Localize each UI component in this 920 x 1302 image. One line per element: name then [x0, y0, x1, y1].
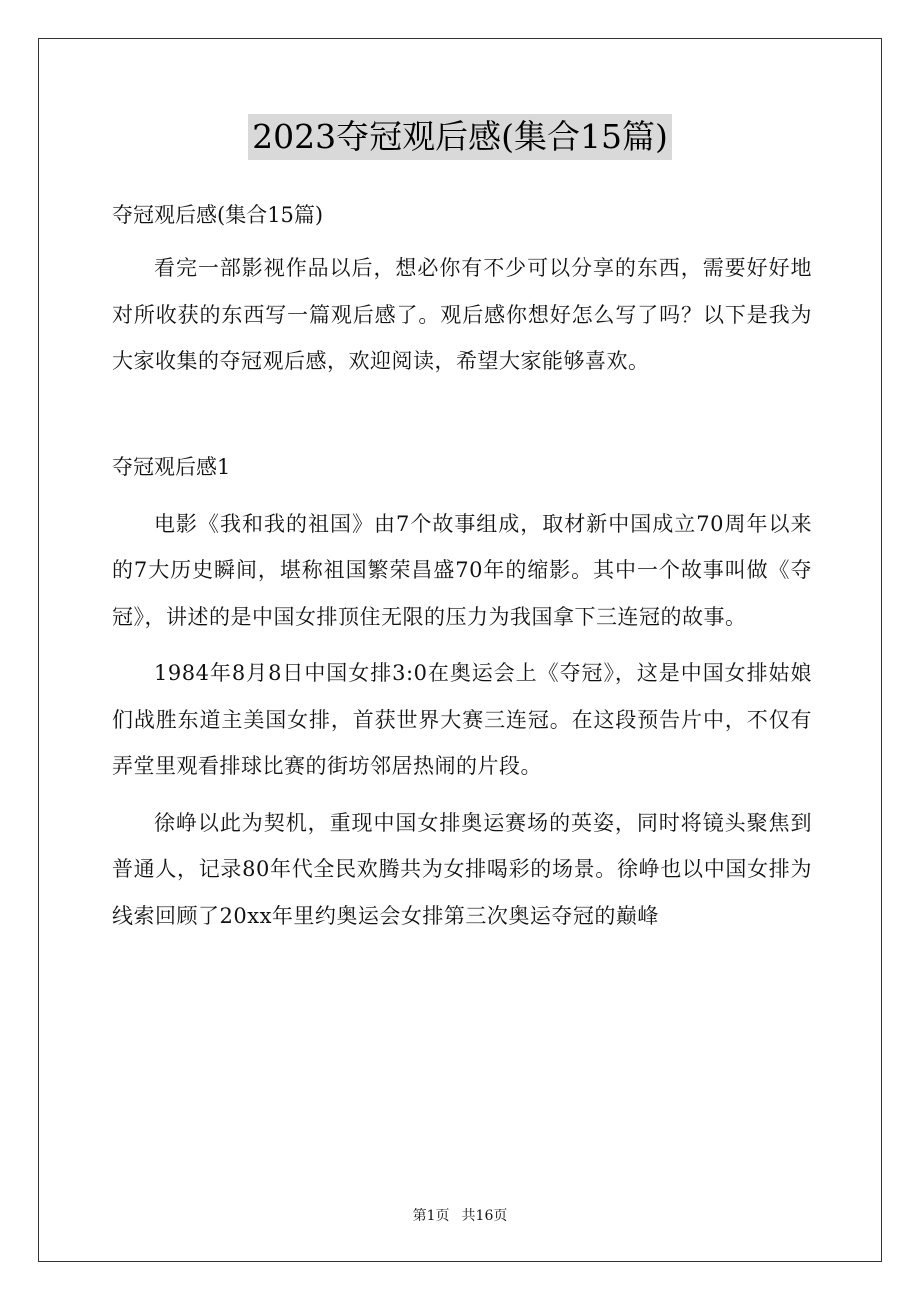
body-paragraph: 1984年8月8日中国女排3:0在奥运会上《夺冠》，这是中国女排姑娘们战胜东道主美国女排，首获世界大赛三连冠。在这段预告片中，不仅有弄堂里观看排球比赛的街坊邻居热闹的片段。 [112, 661, 812, 778]
document-subtitle: 夺冠观后感(集合15篇) [112, 203, 324, 227]
section-heading: 夺冠观后感1 [112, 454, 231, 479]
page-footer [0, 1206, 920, 1226]
intro-paragraph: 看完一部影视作品以后，想必你有不少可以分享的东西，需要好好地对所收获的东西写一篇观后感了。观后感你想好怎么写了吗？以下是我为大家收集的夺冠观后感，欢迎阅读，希望大家能够喜欢。 [112, 256, 812, 373]
document-title: 2023夺冠观后感(集合15篇) [248, 114, 672, 160]
body-paragraph: 电影《我和我的祖国》由7个故事组成，取材新中国成立70周年以来的7大历史瞬间，堪称祖国繁荣昌盛70年的缩影。其中一个故事叫做《夺冠》，讲述的是中国女排顶住无限的压力为我国拿下三连冠的故事。 [112, 511, 812, 629]
page-total: 共16页 [461, 1208, 508, 1224]
title-wrap [0, 114, 920, 160]
document-body [112, 195, 812, 949]
page-number: 第1页 [412, 1208, 450, 1224]
body-paragraph: 徐峥以此为契机，重现中国女排奥运赛场的英姿，同时将镜头聚焦到普通人，记录80年代全民欢腾共为女排喝彩的场景。徐峥也以中国女排为线索回顾了20xx年里约奥运会女排第三次奥运夺冠的巅峰 [112, 810, 812, 928]
